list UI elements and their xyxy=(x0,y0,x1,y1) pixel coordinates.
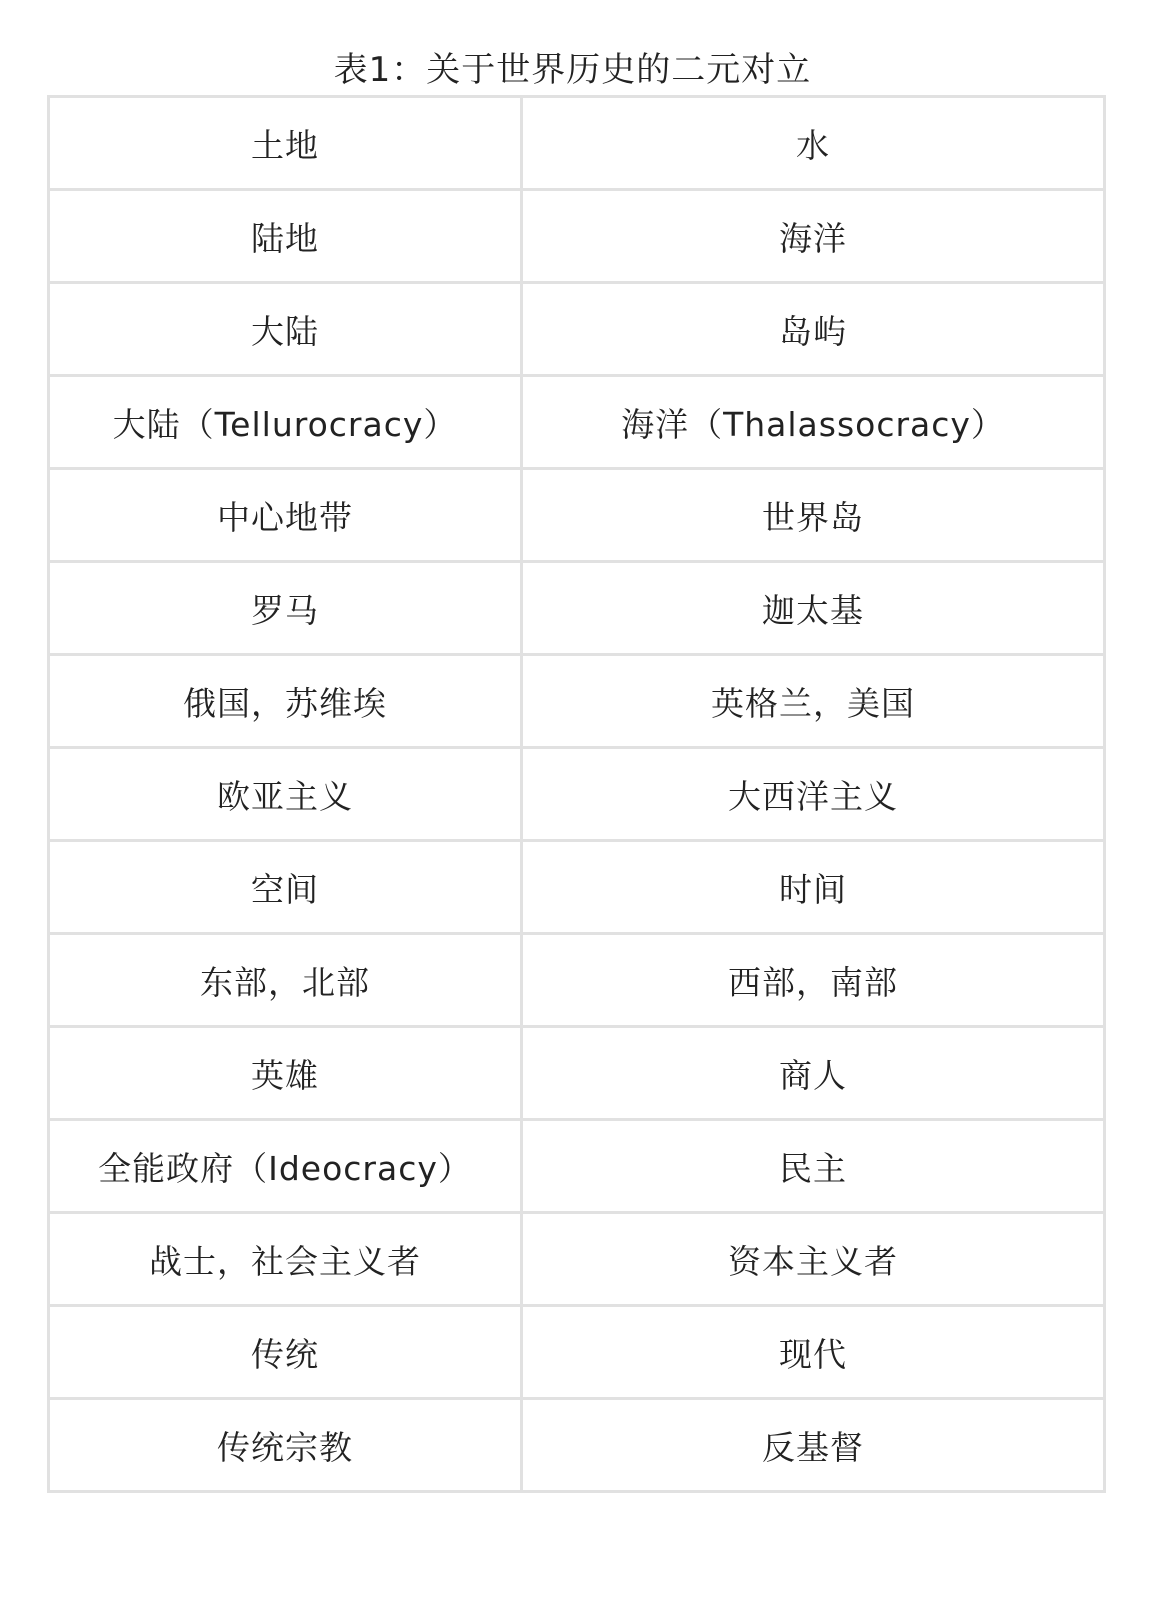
table-cell-right: 岛屿 xyxy=(522,283,1105,376)
table-cell-left: 战士，社会主义者 xyxy=(49,1213,522,1306)
table-cell-left: 罗马 xyxy=(49,562,522,655)
table-row xyxy=(49,841,1105,934)
table-cell-right: 民主 xyxy=(522,1120,1105,1213)
table-row xyxy=(49,97,1105,190)
table-cell-left: 全能政府（Ideocracy） xyxy=(49,1120,522,1213)
table-cell-right: 世界岛 xyxy=(522,469,1105,562)
table-row xyxy=(49,1213,1105,1306)
table-cell-right: 反基督 xyxy=(522,1399,1105,1492)
table-cell-left: 欧亚主义 xyxy=(49,748,522,841)
table-cell-left: 英雄 xyxy=(49,1027,522,1120)
table-cell-left: 东部，北部 xyxy=(49,934,522,1027)
table-cell-left: 土地 xyxy=(49,97,522,190)
table-row xyxy=(49,1399,1105,1492)
table-cell-left: 传统宗教 xyxy=(49,1399,522,1492)
dichotomy-table xyxy=(47,95,1106,1493)
table-row xyxy=(49,376,1105,469)
table-row xyxy=(49,190,1105,283)
table-row xyxy=(49,562,1105,655)
table-cell-right: 水 xyxy=(522,97,1105,190)
table-row xyxy=(49,1120,1105,1213)
table-cell-right: 现代 xyxy=(522,1306,1105,1399)
table-row xyxy=(49,1306,1105,1399)
table-cell-right: 西部，南部 xyxy=(522,934,1105,1027)
table-cell-right: 英格兰，美国 xyxy=(522,655,1105,748)
table-cell-right: 时间 xyxy=(522,841,1105,934)
table-row xyxy=(49,934,1105,1027)
table-title: 表1：关于世界历史的二元对立 xyxy=(333,50,812,90)
table-row xyxy=(49,469,1105,562)
table-cell-left: 俄国，苏维埃 xyxy=(49,655,522,748)
table-row xyxy=(49,283,1105,376)
dichotomy-table-container xyxy=(47,95,1097,1493)
table-cell-right: 资本主义者 xyxy=(522,1213,1105,1306)
table-cell-left: 传统 xyxy=(49,1306,522,1399)
table-cell-right: 海洋 xyxy=(522,190,1105,283)
table-cell-right: 迦太基 xyxy=(522,562,1105,655)
table-cell-left: 大陆 xyxy=(49,283,522,376)
table-cell-left: 大陆（Tellurocracy） xyxy=(49,376,522,469)
table-cell-left: 中心地带 xyxy=(49,469,522,562)
table-cell-left: 陆地 xyxy=(49,190,522,283)
table-cell-left: 空间 xyxy=(49,841,522,934)
table-row xyxy=(49,748,1105,841)
table-cell-right: 海洋（Thalassocracy） xyxy=(522,376,1105,469)
table-cell-right: 大西洋主义 xyxy=(522,748,1105,841)
table-row xyxy=(49,655,1105,748)
table-row xyxy=(49,1027,1105,1120)
table-cell-right: 商人 xyxy=(522,1027,1105,1120)
